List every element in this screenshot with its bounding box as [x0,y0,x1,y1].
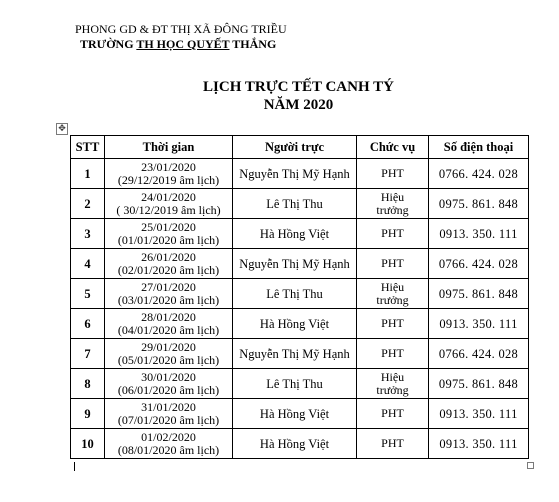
cell-person-person: Hà Hồng Việt [259,436,330,451]
cell-role-role: PHT [381,406,404,420]
cell-role-role: PHT [381,436,404,450]
table-row [71,309,529,339]
cell-time-lunar: (05/01/2020 âm lịch) [117,352,220,367]
school-name-suffix: THẮNG [229,37,277,51]
document-title: LỊCH TRỰC TẾT CANH TÝ [203,79,394,95]
table-header-row [71,136,529,159]
cell-role-role: PHT [381,346,404,360]
cell-phone-phone: 0975. 861. 848 [438,196,519,211]
cell-phone [429,219,529,249]
cell-stt [71,309,105,339]
cell-person [233,249,357,279]
table-row [71,189,529,219]
cell-role [357,369,429,399]
cell-phone [429,399,529,429]
cell-time-date: 28/01/2020 [141,309,196,324]
cell-stt [71,159,105,189]
cell-time-lunar: (03/01/2020 âm lịch) [117,292,220,307]
cell-role-role: PHT [381,166,404,180]
table-row [71,219,529,249]
cell-time [105,369,233,399]
cell-time [105,309,233,339]
cell-phone-phone: 0913. 350. 111 [439,316,518,331]
cell-phone-phone: 0913. 350. 111 [439,406,518,421]
cell-person-person: Lê Thị Thu [266,196,323,211]
cell-stt-stt: 3 [84,226,91,241]
cell-phone-phone: 0975. 861. 848 [438,286,519,301]
cell-stt [71,249,105,279]
cell-stt [71,279,105,309]
cell-role [357,279,429,309]
cell-time [105,189,233,219]
cell-role-role: Hiệu trưởng [376,279,409,307]
cell-role-role: PHT [381,226,404,240]
cell-time-date: 01/02/2020 [141,429,196,444]
cell-time-lunar: (07/01/2020 âm lịch) [117,412,220,427]
duty-schedule-table [70,135,529,459]
cell-person [233,159,357,189]
cell-person-person: Hà Hồng Việt [259,406,330,421]
column-header-time: Thời gian [105,136,233,159]
cell-person [233,189,357,219]
cell-phone-phone: 0913. 350. 111 [439,226,518,241]
cell-stt [71,369,105,399]
cell-time [105,159,233,189]
cell-role [357,429,429,459]
cell-phone [429,189,529,219]
cell-time-date: 23/01/2020 [141,159,196,174]
cell-time [105,339,233,369]
cell-role [357,249,429,279]
cell-role [357,339,429,369]
text-cursor [74,462,75,471]
cell-phone-phone: 0766. 424. 028 [438,346,519,361]
cell-person-person: Nguyễn Thị Mỹ Hạnh [239,166,350,181]
cell-phone [429,249,529,279]
cell-role-role: PHT [381,256,404,270]
school-department-line: PHONG GD & ĐT THỊ XÃ ĐÔNG TRIỀU [75,22,287,36]
cell-stt-stt: 9 [84,406,91,421]
table-row [71,399,529,429]
cell-time-lunar: (08/01/2020 âm lịch) [117,442,220,457]
cell-time-date: 29/01/2020 [141,339,196,354]
cell-role-role: Hiệu trưởng [376,189,409,217]
cell-phone [429,309,529,339]
cell-stt [71,339,105,369]
cell-phone [429,279,529,309]
cell-phone-phone: 0975. 861. 848 [438,376,519,391]
school-name-prefix: TRƯỜNG [80,37,137,51]
table-row [71,249,529,279]
cell-stt-stt: 2 [84,196,91,211]
cell-person-person: Lê Thị Thu [266,286,323,301]
cell-stt [71,189,105,219]
cell-stt-stt: 1 [84,166,91,181]
cell-stt-stt: 8 [84,376,91,391]
cell-stt-stt: 5 [84,286,91,301]
cell-time [105,219,233,249]
cell-person [233,339,357,369]
cell-time-date: 30/01/2020 [141,369,196,384]
cell-time-lunar: (02/01/2020 âm lịch) [117,262,220,277]
cell-phone [429,159,529,189]
cell-time-lunar: ( 30/12/2019 âm lịch) [116,202,221,217]
table-row [71,369,529,399]
cell-stt-stt: 6 [84,316,91,331]
table-row [71,159,529,189]
cell-stt [71,399,105,429]
school-name-line [80,37,276,52]
column-header-stt: STT [71,136,105,159]
cell-phone [429,339,529,369]
cell-person [233,369,357,399]
cell-person-person: Hà Hồng Việt [259,226,330,241]
cell-person [233,219,357,249]
cell-time [105,279,233,309]
cell-role [357,189,429,219]
column-header-phone: Số điện thoại [429,136,529,159]
cell-person [233,399,357,429]
cell-stt-stt: 4 [84,256,91,271]
column-header-person: Người trực [233,136,357,159]
cell-role [357,159,429,189]
cell-time-date: 25/01/2020 [141,219,196,234]
column-header-role: Chức vụ [357,136,429,159]
cell-time-date: 31/01/2020 [141,399,196,414]
cell-person-person: Nguyễn Thị Mỹ Hạnh [239,256,350,271]
cell-stt-stt: 7 [84,346,91,361]
cell-person-person: Lê Thị Thu [266,376,323,391]
cell-role [357,309,429,339]
cell-time-lunar: (06/01/2020 âm lịch) [117,382,220,397]
cell-person [233,309,357,339]
cell-time-lunar: (01/01/2020 âm lịch) [117,232,220,247]
document-subtitle: NĂM 2020 [263,97,334,113]
cell-stt [71,219,105,249]
school-name-underlined: TH HỌC QUYẾT [136,37,230,51]
cell-person-person: Hà Hồng Việt [259,316,330,331]
cell-person [233,429,357,459]
cell-role [357,399,429,429]
cell-role-role: PHT [381,316,404,330]
cell-role-role: Hiệu trưởng [376,369,409,397]
move-arrows-icon[interactable]: ✥ [56,123,68,135]
cell-time [105,429,233,459]
cell-time-date: 24/01/2020 [141,189,196,204]
cell-person [233,279,357,309]
cell-person-person: Nguyễn Thị Mỹ Hạnh [239,346,350,361]
cell-stt-stt: 10 [81,436,94,451]
cell-phone [429,369,529,399]
cell-phone-phone: 0766. 424. 028 [438,166,519,181]
table-row [71,429,529,459]
cell-time-lunar: (29/12/2019 âm lịch) [117,172,220,187]
cell-time-date: 27/01/2020 [141,279,196,294]
table-row [71,279,529,309]
cell-time-date: 26/01/2020 [141,249,196,264]
cell-stt [71,429,105,459]
cell-role [357,219,429,249]
cell-phone-phone: 0766. 424. 028 [438,256,519,271]
table-row [71,339,529,369]
cell-time [105,249,233,279]
cell-time [105,399,233,429]
cell-phone [429,429,529,459]
cell-time-lunar: (04/01/2020 âm lịch) [117,322,220,337]
resize-icon[interactable] [527,462,534,469]
cell-phone-phone: 0913. 350. 111 [439,436,518,451]
